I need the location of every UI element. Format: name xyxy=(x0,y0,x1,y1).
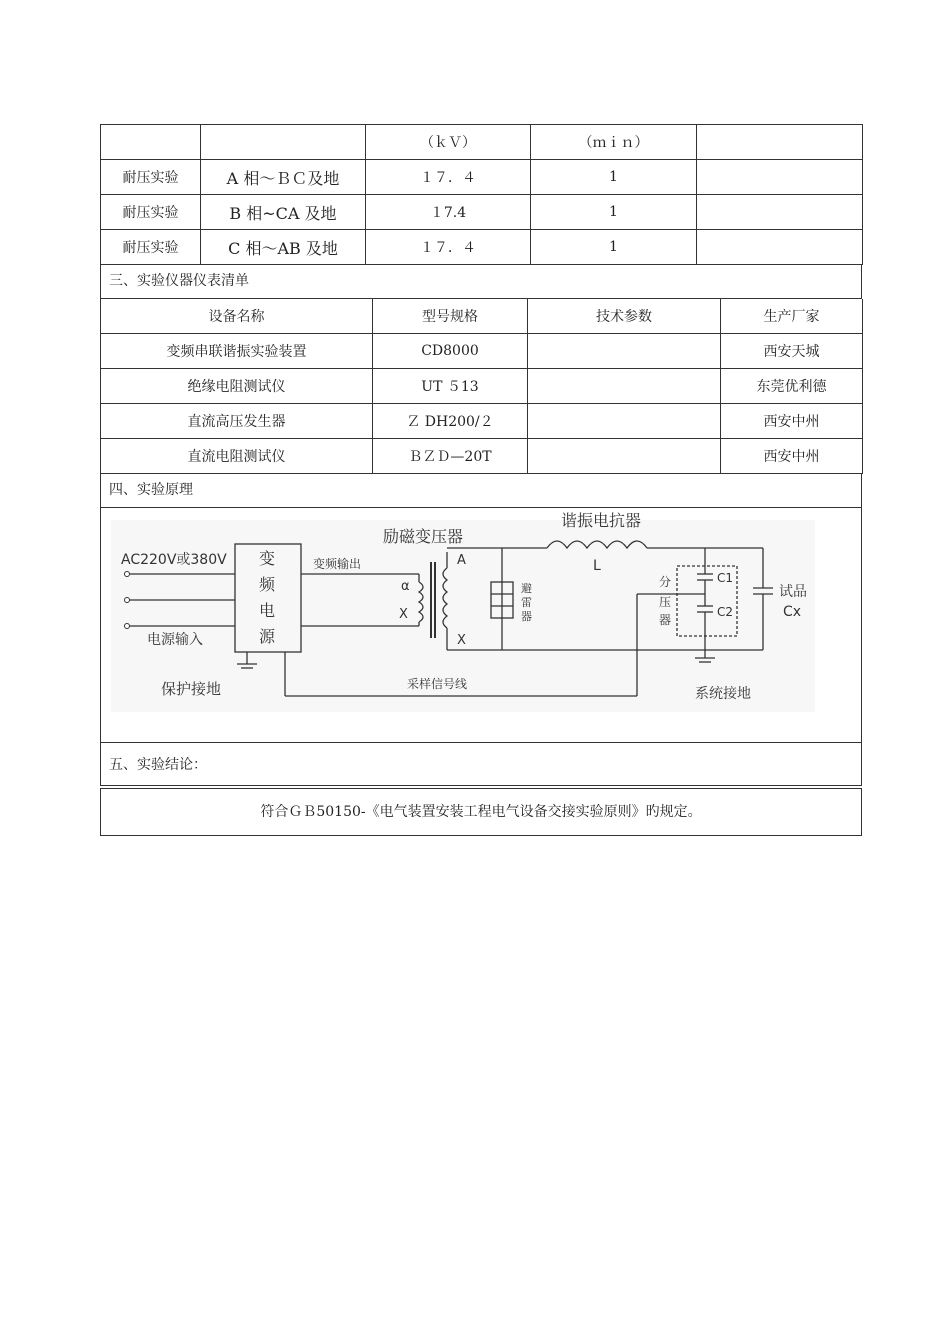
c1-label: C1 xyxy=(717,571,734,585)
phase-cell: A 相～ＢＣ及地 xyxy=(201,160,366,195)
phase-cell: C 相～AB 及地 xyxy=(201,230,366,265)
circuit-diagram xyxy=(107,508,819,742)
test-item-cell: 耐压实验 xyxy=(101,160,201,195)
equipment-name-cell: 变频串联谐振实验装置 xyxy=(101,334,373,369)
equipment-name-cell: 绝缘电阻测试仪 xyxy=(101,369,373,404)
a-label: A xyxy=(457,553,466,568)
a-small-label: α xyxy=(401,579,410,594)
header-cell: 设备名称 xyxy=(101,299,373,334)
arrester-char: 避 xyxy=(521,582,532,595)
params-cell xyxy=(528,404,721,439)
model-cell: Ｚ DH200/２ xyxy=(373,404,528,439)
vf-char: 变 xyxy=(259,549,276,568)
table-header-row xyxy=(101,125,863,160)
header-cell xyxy=(697,125,863,160)
power-input-label: 电源输入 xyxy=(147,632,203,648)
sample-line-label: 采样信号线 xyxy=(407,677,468,691)
vf-char: 电 xyxy=(259,601,276,620)
report-page xyxy=(100,124,862,836)
voltage-cell: １７．４ xyxy=(366,230,531,265)
divider-char: 压 xyxy=(659,595,672,609)
header-cell: 生产厂家 xyxy=(721,299,863,334)
table-row xyxy=(101,369,863,404)
conclusion-text: 符合ＧＢ50150-《电气装置安装工程电气设备交接实验原则》旳规定。 xyxy=(100,788,862,836)
params-cell xyxy=(528,369,721,404)
note-cell xyxy=(697,230,863,265)
vf-char: 源 xyxy=(259,627,276,646)
instrument-table xyxy=(100,299,863,474)
system-ground-label: 系统接地 xyxy=(695,686,751,702)
l-label: L xyxy=(593,558,601,574)
header-cell: （ｋＶ） xyxy=(366,125,531,160)
divider-char: 器 xyxy=(659,613,672,627)
x-label: X xyxy=(457,633,466,648)
table-row xyxy=(101,160,863,195)
section-4-title: 四、实验原理 xyxy=(100,474,862,508)
model-cell: UT ５13 xyxy=(373,369,528,404)
time-cell: 1 xyxy=(531,230,697,265)
header-cell xyxy=(201,125,366,160)
protect-ground-label: 保护接地 xyxy=(161,680,222,698)
phase-cell: B 相~CA 及地 xyxy=(201,195,366,230)
equipment-name-cell: 直流电阻测试仪 xyxy=(101,439,373,474)
divider-char: 分 xyxy=(659,575,672,589)
model-cell: CD8000 xyxy=(373,334,528,369)
power-label: AC220V或380V xyxy=(121,552,227,568)
header-cell: （ｍｉｎ） xyxy=(531,125,697,160)
voltage-cell: １７．４ xyxy=(366,160,531,195)
model-cell: ＢＺＤ—20T xyxy=(373,439,528,474)
table-header-row xyxy=(101,299,863,334)
vf-char: 频 xyxy=(259,575,276,594)
reactor-title: 谐振电抗器 xyxy=(561,511,642,530)
test-item-cell: 耐压实验 xyxy=(101,230,201,265)
test-results-table xyxy=(100,124,863,265)
voltage-cell: １7.4 xyxy=(366,195,531,230)
test-item-cell: 耐压实验 xyxy=(101,195,201,230)
header-cell xyxy=(101,125,201,160)
vf-output-label: 变频输出 xyxy=(313,557,362,571)
time-cell: 1 xyxy=(531,195,697,230)
circuit-diagram-area xyxy=(100,508,862,742)
table-row xyxy=(101,334,863,369)
equipment-name-cell: 直流高压发生器 xyxy=(101,404,373,439)
params-cell xyxy=(528,439,721,474)
time-cell: 1 xyxy=(531,160,697,195)
table-row xyxy=(101,439,863,474)
section-5-title: 五、实验结论： xyxy=(100,742,862,786)
maker-cell: 西安中州 xyxy=(721,404,863,439)
arrester-char: 雷 xyxy=(521,596,532,609)
c2-label: C2 xyxy=(717,605,734,619)
table-row xyxy=(101,404,863,439)
note-cell xyxy=(697,160,863,195)
arrester-char: 器 xyxy=(521,610,532,623)
maker-cell: 西安天城 xyxy=(721,334,863,369)
maker-cell: 西安中州 xyxy=(721,439,863,474)
table-row xyxy=(101,195,863,230)
params-cell xyxy=(528,334,721,369)
exciter-title: 励磁变压器 xyxy=(383,527,464,546)
sample-label: 试品 xyxy=(779,584,807,600)
header-cell: 型号规格 xyxy=(373,299,528,334)
cx-label: Cx xyxy=(783,604,802,620)
header-cell: 技术参数 xyxy=(528,299,721,334)
table-row xyxy=(101,230,863,265)
note-cell xyxy=(697,195,863,230)
x-small-label: X xyxy=(399,607,408,622)
section-3-title: 三、实验仪器仪表清单 xyxy=(100,265,862,299)
maker-cell: 东莞优利德 xyxy=(721,369,863,404)
